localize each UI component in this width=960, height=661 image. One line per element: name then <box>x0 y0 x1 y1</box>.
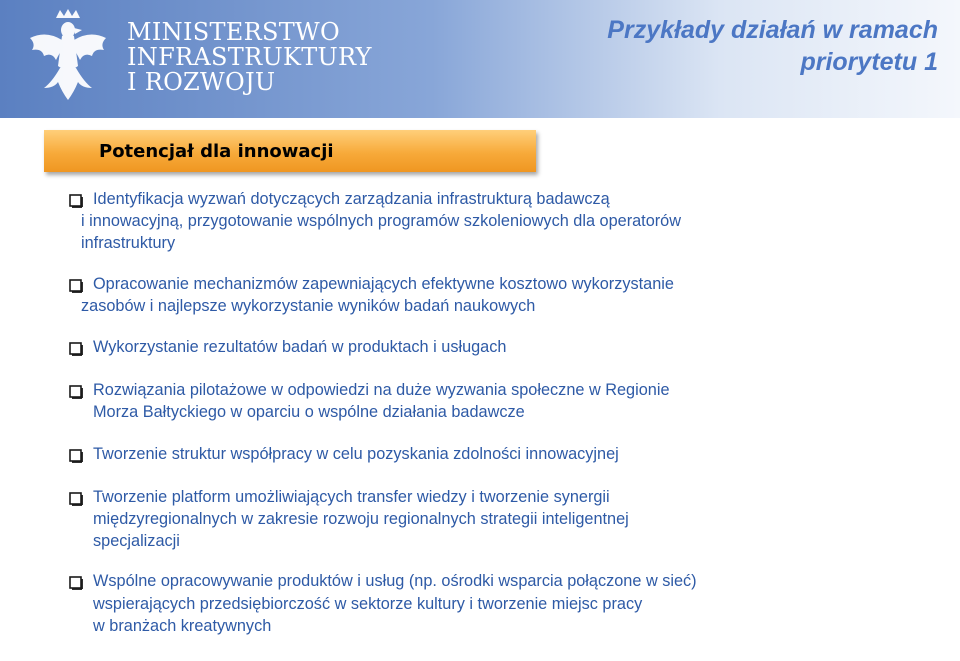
bullet-item <box>68 379 948 423</box>
slide-title-line: priorytetu 1 <box>800 48 938 76</box>
bullet-line: Wspólne opracowywanie produktów i usług (np. ośrodki wsparcia połączone w sieć) <box>93 572 697 591</box>
bullet-item <box>68 188 948 255</box>
checkbox-bullet-icon <box>68 443 93 463</box>
section-heading: Potencjał dla innowacji <box>99 141 334 162</box>
bullet-line: i innowacyjną, przygotowanie wspólnych programów szkoleniowych dla operatorów <box>81 212 681 231</box>
checkbox-bullet-icon <box>68 336 93 356</box>
eagle-emblem-icon <box>22 8 114 106</box>
bullet-line: Rozwiązania pilotażowe w odpowiedzi na duże wyzwania społeczne w Regionie <box>93 381 670 400</box>
bullet-line: infrastruktury <box>81 234 176 253</box>
bullet-item <box>68 443 948 465</box>
ministry-line: MINISTERSTWO <box>127 18 340 46</box>
bullet-line: Tworzenie platform umożliwiających transfer wiedzy i tworzenie synergii <box>93 487 610 506</box>
ministry-line: I ROZWOJU <box>127 68 276 96</box>
bullet-line: Identyfikacja wyzwań dotyczących zarządzania infrastrukturą badawczą <box>93 190 610 208</box>
bullet-line: zasobów i najlepsze wykorzystanie wyników badań naukowych <box>81 296 536 315</box>
bullet-line: Tworzenie struktur współpracy w celu pozyskania zdolności innowacyjnej <box>93 444 619 463</box>
checkbox-bullet-icon <box>68 188 93 208</box>
ministry-line: INFRASTRUKTURY <box>127 43 372 71</box>
bullet-line: wspierających przedsiębiorczość w sektorze kultury i tworzenie miejsc pracy <box>93 594 643 613</box>
checkbox-bullet-icon <box>68 273 93 293</box>
section-heading-box <box>44 130 536 172</box>
bullet-line: Wykorzystanie rezultatów badań w produktach i usługach <box>93 338 507 357</box>
slide-title-line: Przykłady działań w ramach <box>607 16 938 44</box>
bullet-item <box>68 486 948 553</box>
bullet-list <box>68 188 948 655</box>
checkbox-bullet-icon <box>68 570 93 590</box>
bullet-item <box>68 336 948 358</box>
bullet-line: Opracowanie mechanizmów zapewniających efektywne kosztowo wykorzystanie <box>93 274 674 293</box>
bullet-item <box>68 570 948 637</box>
checkbox-bullet-icon <box>68 486 93 506</box>
bullet-line: międzyregionalnych w zakresie rozwoju regionalnych strategii inteligentnej <box>93 510 629 529</box>
bullet-item <box>68 273 948 317</box>
slide-title <box>518 14 938 78</box>
bullet-line: specjalizacji <box>93 532 180 551</box>
checkbox-bullet-icon <box>68 379 93 399</box>
header-banner <box>0 0 960 118</box>
ministry-name <box>127 20 372 95</box>
bullet-line: Morza Bałtyckiego w oparciu o wspólne działania badawcze <box>93 403 525 422</box>
bullet-line: w branżach kreatywnych <box>93 616 272 635</box>
